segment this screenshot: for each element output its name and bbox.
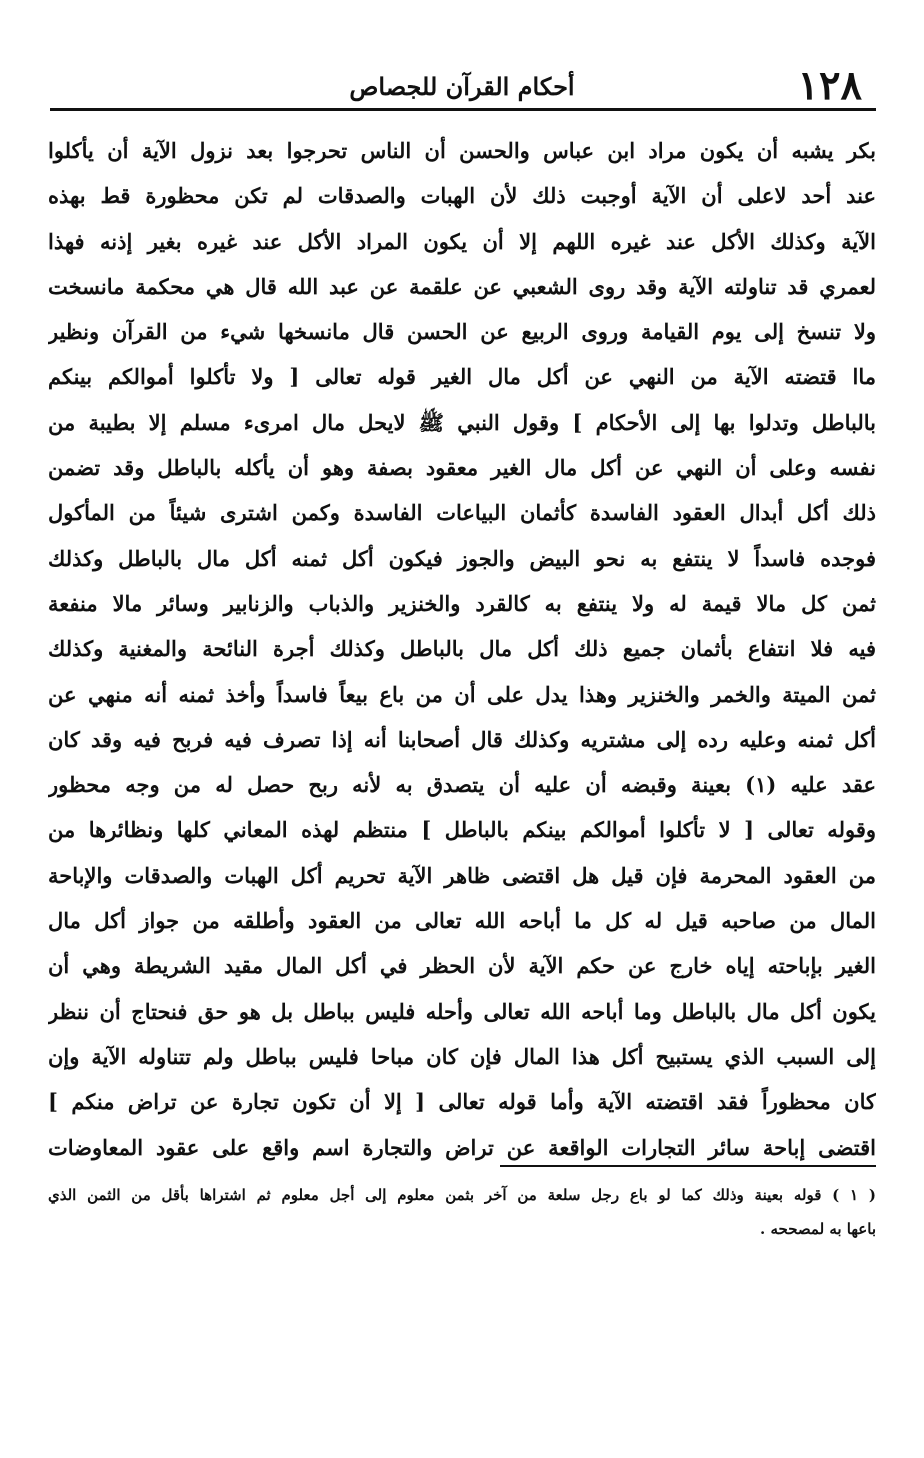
text-line: أكل ثمنه وعليه رده إلى مشتريه وكذلك قال أصحابنا أنه إذا تصرف فيه فربح فيه وقد كان (48, 726, 876, 752)
text-line: فيه فلا انتفاع بأثمان جميع ذلك أكل مال بالباطل وكذلك أجرة النائحة والمغنية وكذلك (48, 636, 876, 662)
footnotes (48, 1178, 876, 1246)
text-line: كان محظوراً فقد اقتضته الآية وأما قوله تعالى [ إلا أن تكون تجارة عن تراض منكم ] (48, 1089, 876, 1115)
text-line: فوجده فاسداً لا ينتفع به نحو البيض والجوز فيكون أكل ثمنه أكل مال بالباطل وكذلك (48, 545, 876, 571)
text-line: من العقود المحرمة فإن قيل هل اقتضى ظاهر الآية تحريم أكل الهبات والصدقات والإباحة (48, 862, 876, 888)
text-line: الغير بإباحته إياه خارج عن حكم الآية لأن الحظر في أكل المال مقيد الشريطة وهي أن (48, 953, 876, 979)
text-line: عقد عليه (١) بعينة وقبضه أن عليه أن يتصدق به لأنه ربح حصل له من وجه محظور (48, 772, 876, 798)
page-number: ١٢٨ (797, 62, 862, 109)
text-line: الآية وكذلك الأكل عند غيره اللهم إلا أن يكون المراد الأكل عند غيره بغير إذنه فهذا (48, 228, 876, 254)
text-line: لعمري قد تناولته الآية وقد روى الشعبي عن علقمة عن عبد الله قال هي محكمة مانسخت (48, 273, 876, 299)
text-line: وقوله تعالى [ لا تأكلوا أموالكم بينكم بالباطل ] منتظم لهذه المعاني كلها ونظائرها من (48, 817, 876, 843)
text-line: ذلك أكل أبدال العقود الفاسدة كأثمان البياعات الفاسدة وكمن اشترى شيئاً من المأكول (48, 500, 876, 526)
footnote-line: ( ١ ) قوله بعينة وذلك كما لو باع رجل سلعة من آخر بثمن معلوم إلى أجل معلوم ثم اشتراها بأقل من الثمن الذي (48, 1186, 876, 1204)
text-line: المال من صاحبه قيل له كل ما أباحه الله تعالى من العقود وأطلقه من جواز أكل مال (48, 908, 876, 934)
footnote-rule (500, 1165, 876, 1167)
text-line: بالباطل وتدلوا بها إلى الأحكام ] وقول النبي ﷺ لايحل مال امرىء مسلم إلا بطيبة من (48, 409, 876, 435)
text-line: ثمن كل مالا قيمة له ولا ينتفع به كالقرد والخنزير والذباب والزنابير وسائر مالا منفعة (48, 590, 876, 616)
footnote-line: باعها به لمصححه . (760, 1220, 876, 1238)
text-line: يكون أكل مال بالباطل وما أباحه الله تعالى وأحله فليس بباطل بل هو حق فنحتاج أن ننظر (48, 998, 876, 1024)
text-line: عند أحد لاعلى أن الآية أوجبت ذلك لأن الهبات والصدقات لم تكن محظورة قط بهذه (48, 183, 876, 209)
text-line: ثمن الميتة والخمر والخنزير وهذا يدل على أن من باع بيعاً فاسداً وأخذ ثمنه أنه منهي عن (48, 681, 876, 707)
text-line: ولا تنسخ إلى يوم القيامة وروى الربيع عن الحسن قال مانسخها شيء من القرآن ونظير (48, 319, 876, 345)
main-text (48, 128, 876, 1170)
text-line: اقتضى إباحة سائر التجارات الواقعة عن تراض والتجارة اسم واقع على عقود المعاوضات (48, 1134, 876, 1160)
page-header (50, 62, 874, 110)
header-rule (50, 108, 876, 111)
running-title: أحكام القرآن للجصاص (349, 72, 575, 101)
text-line: إلى السبب الذي يستبيح أكل هذا المال فإن كان مباحا فليس بباطل ولم تتناوله الآية وإن (48, 1043, 876, 1069)
text-line: بكر يشبه أن يكون مراد ابن عباس والحسن أن الناس تحرجوا بعد نزول الآية أن يأكلوا (48, 138, 876, 163)
text-line: ماا قتضته الآية من النهي عن أكل مال الغير قوله تعالى [ ولا تأكلوا أموالكم بينكم (48, 364, 876, 390)
text-line: نفسه وعلى أن النهي عن أكل مال الغير معقود بصفة وهو أن يأكله بالباطل وقد تضمن (48, 455, 876, 481)
